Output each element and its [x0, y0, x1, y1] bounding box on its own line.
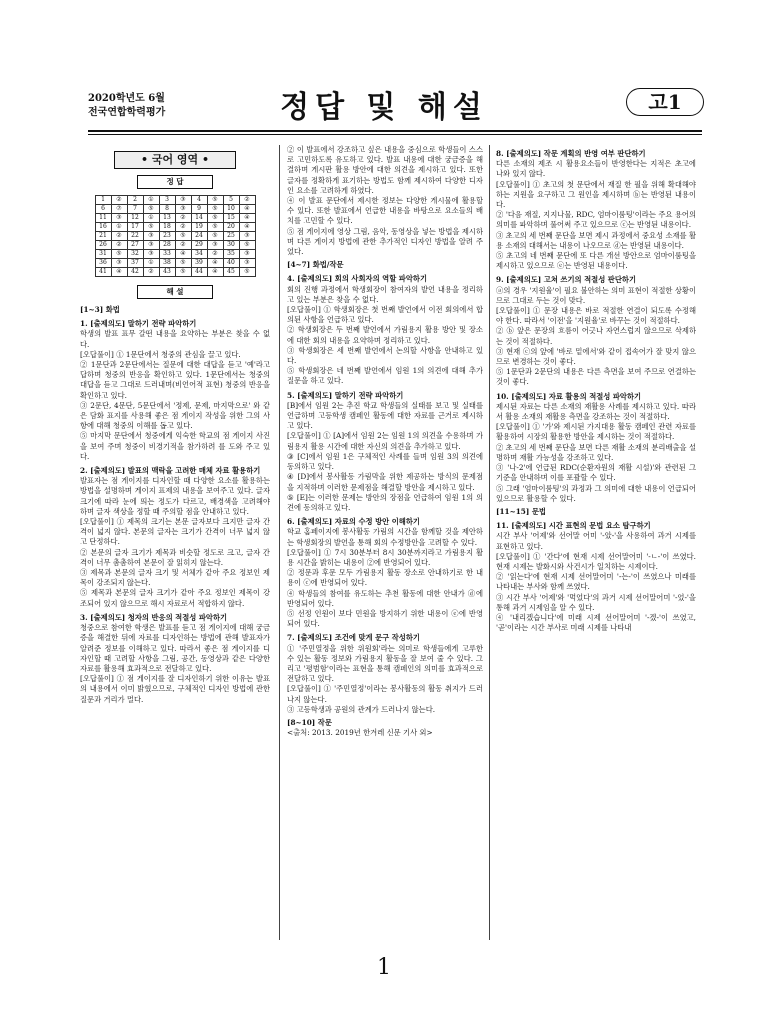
- paragraph: [오답풀이] ① 점 게이지를 잘 디자인하기 위한 이유는 발표의 내용에서 이미 밝혔으므로, 구체적인 디자인 방법에 관한 질문과 거리가 멀다.: [80, 674, 270, 704]
- paragraph: ② 본문의 글자 크기가 제목과 비슷할 정도로 크고, 글자 간격이 너무 촘촘하여 본문이 잘 읽히지 않는다.: [80, 547, 270, 567]
- paragraph: ③ 2문단, 4문단, 5문단에서 '정제, 문제, 마지막으로' 와 같은 담화 표지를 사용해 좋은 점 게이지 작성을 위한 그의 사항에 대해 청중의 이해를 돕고 있다.: [80, 400, 270, 431]
- answer-row: [95, 259, 255, 268]
- answer-mark: ⑦: [111, 205, 127, 214]
- paragraph: [오답풀이] ① '간다'에 현재 시제 선어말어미 '-ㄴ-'이 쓰였다. 현재 시제는 발화시와 사건시가 일치하는 시제이다.: [496, 551, 696, 571]
- paragraph: ⑤ 제목과 본문의 글자 크기가 같아 주요 정보인 제목이 강조되어 있지 않으므로 해시 자료로서 적합하지 않다.: [80, 588, 270, 608]
- paragraph: ② 1문단과 2문단에서는 질문에 대한 대답을 듣고 '예'라고 답하며 청중의 반응을 확인하고 있다. 1문단에서는 청중의 대답을 듣고 그대로 드러내며(비언어적 표현) 청중의 반응을 확인하고 있다.: [80, 360, 270, 400]
- answer-mark: ⑤: [111, 250, 127, 259]
- question-number: 16: [95, 223, 111, 232]
- question-heading: 11. [출제의도] 시간 표현의 문법 요소 탐구하기: [496, 521, 651, 531]
- paragraph: 회의 진행 과정에서 학생회장이 참여자의 발언 내용을 정리하고 있는 부분은 찾을 수 없다.: [287, 284, 483, 304]
- paragraph: [오답풀이] ① '가'와 제시된 가지대용 활동 캠페인 관련 자료를 활용하여 시장의 활용한 방안을 제시하는 것이 적절하다.: [496, 422, 696, 442]
- answer-mark: ①: [143, 214, 159, 223]
- question-heading: 8. [출제의도] 작문 계획의 반영 여부 판단하기: [496, 149, 646, 158]
- paragraph: [오답풀이] ① 제목의 크기는 본문 글자보다 크지만 글자 간격이 넓지 않다. 본문의 글자는 크기가 간격이 너무 넓지 않고 단정하다.: [80, 517, 270, 547]
- question-number: 20: [223, 223, 239, 232]
- answer-mark: ④: [239, 223, 255, 232]
- question-number: 34: [191, 250, 207, 259]
- paragraph: ③ 현재 ⓒ의 앞에 '바로 밑에서'와 같이 접속어가 잘 맞지 않으므로 변경하는 것이 좋다.: [496, 346, 696, 367]
- answer-row: [95, 268, 255, 277]
- answer-mark: ②: [175, 214, 191, 223]
- answer-row: [95, 232, 255, 241]
- answer-mark: ③: [143, 241, 159, 250]
- answer-mark: ②: [207, 250, 223, 259]
- question-number: 21: [95, 232, 111, 241]
- answer-mark: ⑤: [207, 205, 223, 214]
- question-heading: 7. [출제의도] 조건에 맞게 문구 작성하기: [287, 633, 420, 643]
- grade-badge: 고1: [626, 88, 704, 116]
- paragraph: [오답풀이] ① 문장 내용은 바로 적절한 연결이 되도록 수정해야 한다. 따라서 '이전'을 '지원율'로 바꾸는 것이 적절하다.: [496, 306, 696, 326]
- question-heading: 3. [출제의도] 청자의 반응의 적절성 파악하기: [80, 612, 228, 622]
- question-number: 11: [95, 214, 111, 223]
- section-heading: [8~10] 작문: [287, 717, 332, 727]
- answer-mark: ⑤: [239, 241, 255, 250]
- paragraph: ② ⓑ 앞은 문장의 흐름이 어긋나 자연스럽지 않으므로 삭제하는 것이 적절하다.: [496, 326, 696, 346]
- question-number: 44: [191, 268, 207, 277]
- question-number: 42: [127, 268, 143, 277]
- answer-mark: ③: [143, 232, 159, 241]
- answer-mark: ③: [111, 259, 127, 268]
- question-number: 30: [223, 241, 239, 250]
- section-heading: [11~15] 문법: [496, 506, 546, 516]
- paragraph: 학생의 발표 표무 갈떤 내용을 요약하는 부분은 찾을 수 없다.: [80, 329, 270, 349]
- paragraph: [오답풀이] ① '주민열정'이라는 봉사활동의 활동 취지가 드러나지 않는다.: [287, 684, 483, 704]
- paragraph: ① '주민열정을 위한 위원회'라는 의미로 학생들에게 고루한 수 있는 활동 정보와 가림용지 활동을 잘 보여 줄 수 있다. 그리고 '평범함'이라는 표현을 통해 캠페인의 의미를 효과적으로 전달하고 있다.: [287, 643, 483, 684]
- paragraph: ⑤ 1문단과 2문단의 내용은 다른 측면을 보여 주므로 연결하는 것이 좋다.: [496, 367, 696, 387]
- question-heading: 6. [출제의도] 자료의 수정 방안 이해하기: [287, 517, 420, 527]
- question-number: 4: [191, 196, 207, 205]
- paragraph: ③ 초고의 세 번째 문단을 보면 제시 과정에서 중요성 소재를 활용 소재의 대해서는 내용이 나오므로 ⓓ는 반영된 내용이다.: [496, 230, 696, 250]
- column-3: [496, 145, 696, 940]
- answer-mark: ③: [239, 250, 255, 259]
- answer-mark: ②: [111, 241, 127, 250]
- question-number: 45: [223, 268, 239, 277]
- answer-mark: ⑤: [175, 268, 191, 277]
- question-number: 31: [95, 250, 111, 259]
- answer-row: [95, 241, 255, 250]
- paragraph: 시간 부사 '어제'와 선어말 어미 '-았-'을 사용하여 과거 시제를 표현하고 있다.: [496, 531, 696, 551]
- question-number: 23: [159, 232, 175, 241]
- paragraph: ④ [D]에서 봉사활동 가림막을 위한 제공하는 방식의 문제점을 지적하며 이러한 문제점을 해결할 방안을 제시하고 있다.: [287, 472, 483, 492]
- question-number: 5: [223, 196, 239, 205]
- paragraph: [오답풀이] ① [A]에서 임원 2는 임원 1의 의견을 수용하며 가림용지 활용 시간에 대한 자신의 의견을 추가하고 있다.: [287, 431, 483, 451]
- answer-mark: ③: [175, 205, 191, 214]
- answer-mark: ④: [207, 259, 223, 268]
- header-rule: [88, 130, 702, 132]
- subject-banner: • 국어 영역 •: [114, 151, 236, 169]
- explain-label: 해 설: [137, 285, 213, 299]
- column-1: [80, 145, 270, 940]
- answer-mark: ⑤: [207, 196, 223, 205]
- answer-mark: ①: [111, 223, 127, 232]
- question-number: 41: [95, 268, 111, 277]
- paragraph: ③ 제목과 본문의 글자 크기 및 서체가 같아 주요 정보인 제목이 강조되지 않는다.: [80, 568, 270, 588]
- column-2: [287, 145, 483, 940]
- paragraph: ③ 학생회장은 세 번째 발언에서 논의할 사항을 안내하고 있다.: [287, 345, 483, 366]
- paragraph: ⑤ 그래 '엄마이룸팅'의 과정과 그 의미에 대한 내용이 언급되어 있으므로 활용할 수 있다.: [496, 483, 696, 503]
- answer-mark: ④: [175, 250, 191, 259]
- answer-row: [95, 223, 255, 232]
- section-heading: [4~7] 화법/작문: [287, 260, 344, 270]
- answer-mark: ④: [239, 214, 255, 223]
- question-heading: 4. [출제의도] 회의 사회자의 역할 파악하기: [287, 274, 428, 284]
- question-number: 22: [127, 232, 143, 241]
- question-number: 33: [159, 250, 175, 259]
- page-number: 1: [377, 955, 391, 980]
- question-heading: 1. [출제의도] 말하기 전략 파악하기: [80, 319, 197, 329]
- paragraph: ② 초고의 세 번째 문단을 보면 다른 재활 소재의 분리배출을 설명하며 재활 가능성을 강조하고 있다.: [496, 442, 696, 462]
- paragraph: ③ 고등학생과 공원의 관계가 드러나지 않는다.: [287, 704, 436, 714]
- question-heading: 5. [출제의도] 말하기 전략 파악하기: [287, 390, 404, 400]
- question-number: 10: [223, 205, 239, 214]
- question-number: 28: [159, 241, 175, 250]
- answer-mark: ⑤: [143, 223, 159, 232]
- paragraph: 학교 홈페이지에 봉사활동 가림의 시간을 함께할 것을 제안하는 학생회장의 발언을 통해 회의 수정방안을 고려할 수 있다.: [287, 527, 483, 547]
- paragraph: ③ '나-2'에 언급된 RDC(순환자원의 재활 시설)'와 관련된 그 기준을 안내하며 이를 포괄할 수 있다.: [496, 463, 696, 483]
- question-number: 36: [95, 259, 111, 268]
- question-number: 8: [159, 205, 175, 214]
- paragraph: [오답풀이] ① 1문단에서 청중의 관심을 끌고 있다.: [80, 349, 241, 359]
- paragraph: ④ 학생들의 참여를 유도하는 추천 활동에 대한 안내가 ⓓ에 반영되어 있다.: [287, 588, 483, 608]
- question-number: 3: [159, 196, 175, 205]
- answer-row: [95, 205, 255, 214]
- question-number: 9: [191, 205, 207, 214]
- paragraph: ⑤ 선정 인원이 보다 민원을 방지하기 위한 내용이 ⓔ에 반영되어 있다.: [287, 608, 483, 629]
- answer-mark: ②: [111, 232, 127, 241]
- question-number: 38: [159, 259, 175, 268]
- answer-table: [95, 195, 256, 277]
- question-number: 29: [191, 241, 207, 250]
- paragraph: ② '다음 재질, 지지나물, RDC, 엄마이룸팅'이라는 주요 용어의 의미를 파악하며 풀어써 주고 있으므로 ⓒ는 반영된 내용이다.: [496, 210, 696, 230]
- paragraph: ② '읽는다'에 현재 시제 선어말어미 '-는-'이 쓰였으나 미래를 나타내는 부사와 함께 쓰였다.: [496, 572, 696, 592]
- page-title: 정답 및 해설: [280, 90, 488, 125]
- question-number: 1: [95, 196, 111, 205]
- paragraph: 제시된 자료는 다른 소재의 재활용 사례를 제시하고 있다. 따라서 활용 소재의 재활용 측면을 강조하는 것이 적절하다.: [496, 401, 696, 422]
- question-number: 43: [159, 268, 175, 277]
- answer-mark: ②: [111, 196, 127, 205]
- page-header: [0, 0, 768, 140]
- question-number: 32: [127, 250, 143, 259]
- answer-mark: ①: [143, 196, 159, 205]
- paragraph: ⑤ [E]는 이러한 문제는 방안의 장점을 언급하여 임원 1의 의견에 동의하고 있다.: [287, 492, 483, 512]
- answers-label: 정 답: [137, 175, 213, 189]
- question-number: 7: [127, 205, 143, 214]
- paragraph: ⑤ 마지막 문단에서 청중에게 익숙한 학교의 점 게이지 사진을 보여 주며 청중이 비경기적을 참가하려 를 도와 주고 있다.: [80, 431, 270, 461]
- paragraph: ⑤ 초고의 네 번째 문단에 또 다른 개선 방안으로 엄마이룸팅을 제시하고 있으므로 ⓔ는 반영된 내용이다.: [496, 251, 696, 271]
- question-number: 18: [159, 223, 175, 232]
- answer-mark: ⑤: [207, 223, 223, 232]
- paragraph: ⑤ 점 게이지에 영상 그림, 음악, 동영상을 넣는 방법을 제시하며 다른 게이지 방법에 관한 추가적인 디자인 방법을 알려 주었다.: [287, 226, 483, 257]
- exam-year: 2020학년도 6월: [88, 93, 165, 104]
- answer-row: [95, 196, 255, 205]
- question-number: 40: [223, 259, 239, 268]
- answer-mark: ①: [143, 259, 159, 268]
- paragraph: ④ '내리겠습니다'에 미래 시제 선어말어미 '-겠-'이 쓰였고, '곧'이라는 시간 부사로 미래 시제를 나타내: [496, 612, 696, 633]
- question-number: 27: [127, 241, 143, 250]
- answer-mark: ⑤: [175, 259, 191, 268]
- answer-mark: ②: [239, 196, 255, 205]
- paragraph: 발표자는 점 게이지를 디자인할 때 다양한 요소를 활용하는 방법을 설명하며 게이지 표제의 내용을 보여주고 있다. 글자 크기에 따라 눈에 띄는 정도가 다르고, 배경색을 고려해야 하며 글자 색상을 정할 때 주의할 점을 안내하고 있다.: [80, 476, 270, 516]
- paragraph: 다른 소재의 제조 시 활용요소들이 반영한다는 지적은 초고에 나와 있지 않다.: [496, 159, 696, 179]
- question-number: 25: [223, 232, 239, 241]
- paragraph: ③ 시간 부사 '어제'와 '먹었다'의 과거 시제 선어말어미 '-었-'을 통해 과거 시제임을 알 수 있다.: [496, 592, 696, 612]
- paragraph: ③ [C]에서 임원 1은 구체적인 사례를 들며 임원 3의 의견에 동의하고 있다.: [287, 451, 483, 472]
- answer-mark: ③: [175, 196, 191, 205]
- answer-mark: ③: [111, 214, 127, 223]
- paragraph: <출처: 2013. 2019년 한겨레 신문 기사 외>: [287, 728, 433, 738]
- paragraph: ② 학생회장은 두 번째 발언에서 가림용지 활용 방안 및 장소에 대한 회의 내용을 요약하며 정리하고 있다.: [287, 325, 483, 345]
- exam-name: 전국연합학력평가: [88, 107, 166, 118]
- question-number: 26: [95, 241, 111, 250]
- column-divider: [279, 145, 280, 940]
- question-heading: 9. [출제의도] 고쳐 쓰기의 적절성 판단하기: [496, 275, 637, 285]
- paragraph: [오답풀이] ① 학생회장은 첫 번째 발언에서 이전 회의에서 합의된 사항을 언급하고 있다.: [287, 305, 483, 325]
- answer-mark: ④: [111, 268, 127, 277]
- answer-mark: ③: [239, 259, 255, 268]
- paragraph: ② 이 발표에서 강조하고 싶은 내용을 중심으로 학생들이 스스로 고민하도록 유도하고 있다. 발표 내용에 대한 궁금증을 해결하며 게시판 활용 방안에 대한 의견을 제시하고 있다. 또한 글자를 정확하게 표기하는 방법도 함께 제시하여 다양한 디자인 요소를 고려하게 하였다.: [287, 145, 483, 195]
- paragraph: 청중으로 참여한 학생은 발표를 듣고 점 게이지에 대해 궁금증을 해결한 뒤에 자료를 디자인하는 방법에 관해 발표자가 알려준 정보를 이해하고 있다. 따라서 좋은 점 게이지를 디자인할 때 고려할 사항을 그림, 공간, 동영상과 같은 다양한 자료를 활용해 효과적으로 전달하고 있다.: [80, 623, 270, 673]
- paragraph: ⓐ의 경우 '지원율'이 필요 불안하는 의미 표현이 적절한 상황이므로 그대로 두는 것이 맞다.: [496, 285, 696, 305]
- section-heading: [1~3] 화법: [80, 305, 120, 314]
- answer-mark: ⑤: [175, 232, 191, 241]
- paragraph: ② 정문과 후문 모두 가림용지 활동 장소로 안내하기로 한 내용이 ⓒ에 반영되어 있다.: [287, 568, 483, 588]
- paragraph: [오답풀이] ① 7시 30분부터 8시 30분까지라고 가림용지 활용 시간을 밝히는 내용이 ②에 반영되어 있다.: [287, 547, 483, 567]
- question-number: 17: [127, 223, 143, 232]
- answer-row: [95, 214, 255, 223]
- question-number: 12: [127, 214, 143, 223]
- answer-mark: ⑤: [207, 232, 223, 241]
- answer-mark: ③: [143, 250, 159, 259]
- question-heading: 10. [출제의도] 자료 활용의 적절성 파악하기: [496, 391, 642, 401]
- question-number: 39: [191, 259, 207, 268]
- question-number: 37: [127, 259, 143, 268]
- answer-mark: ③: [239, 232, 255, 241]
- answer-mark: ②: [143, 268, 159, 277]
- answer-row: [95, 250, 255, 259]
- question-number: 15: [223, 214, 239, 223]
- paragraph: ④ 이 발표 문단에서 제시한 정보는 다양한 게시물에 활용할 수 있다. 또한 발표에서 언급한 내용을 바탕으로 요소들의 배치를 고민할 수 있다.: [287, 196, 483, 226]
- question-heading: 2. [출제의도] 발표의 맥락을 고려한 매체 자료 활용하기: [80, 466, 261, 476]
- answer-mark: ⑤: [207, 214, 223, 223]
- question-number: 35: [223, 250, 239, 259]
- column-1-text: [80, 305, 270, 705]
- question-number: 14: [191, 214, 207, 223]
- paragraph: [B]에서 임원 2는 추진 학교 학생들의 실태를 보고 및 실태를 언급하며 고등학생 캠페인 활동에 대한 자료를 근거로 제시하고 있다.: [287, 400, 483, 431]
- answer-mark: ⑤: [239, 268, 255, 277]
- answer-mark: ⑤: [143, 205, 159, 214]
- question-number: 24: [191, 232, 207, 241]
- question-number: 2: [127, 196, 143, 205]
- answer-mark: ④: [207, 268, 223, 277]
- column-divider: [489, 145, 490, 940]
- paragraph: [오답풀이] ① 초고의 첫 문단에서 재질 한 필을 위해 확대해야 하는 지원을 요구하고 그 원인을 제시하며 ⓑ는 반영된 내용이다.: [496, 179, 696, 210]
- question-number: 19: [191, 223, 207, 232]
- paragraph: ⑤ 학생회장은 네 번째 발언에서 임원 1의 의견에 대해 추가 질문을 하고 있다.: [287, 366, 483, 386]
- answer-mark: ②: [175, 223, 191, 232]
- answer-mark: ②: [175, 241, 191, 250]
- answer-mark: ④: [239, 205, 255, 214]
- header-rule-thin: [88, 134, 702, 135]
- question-number: 6: [95, 205, 111, 214]
- answer-mark: ③: [207, 241, 223, 250]
- question-number: 13: [159, 214, 175, 223]
